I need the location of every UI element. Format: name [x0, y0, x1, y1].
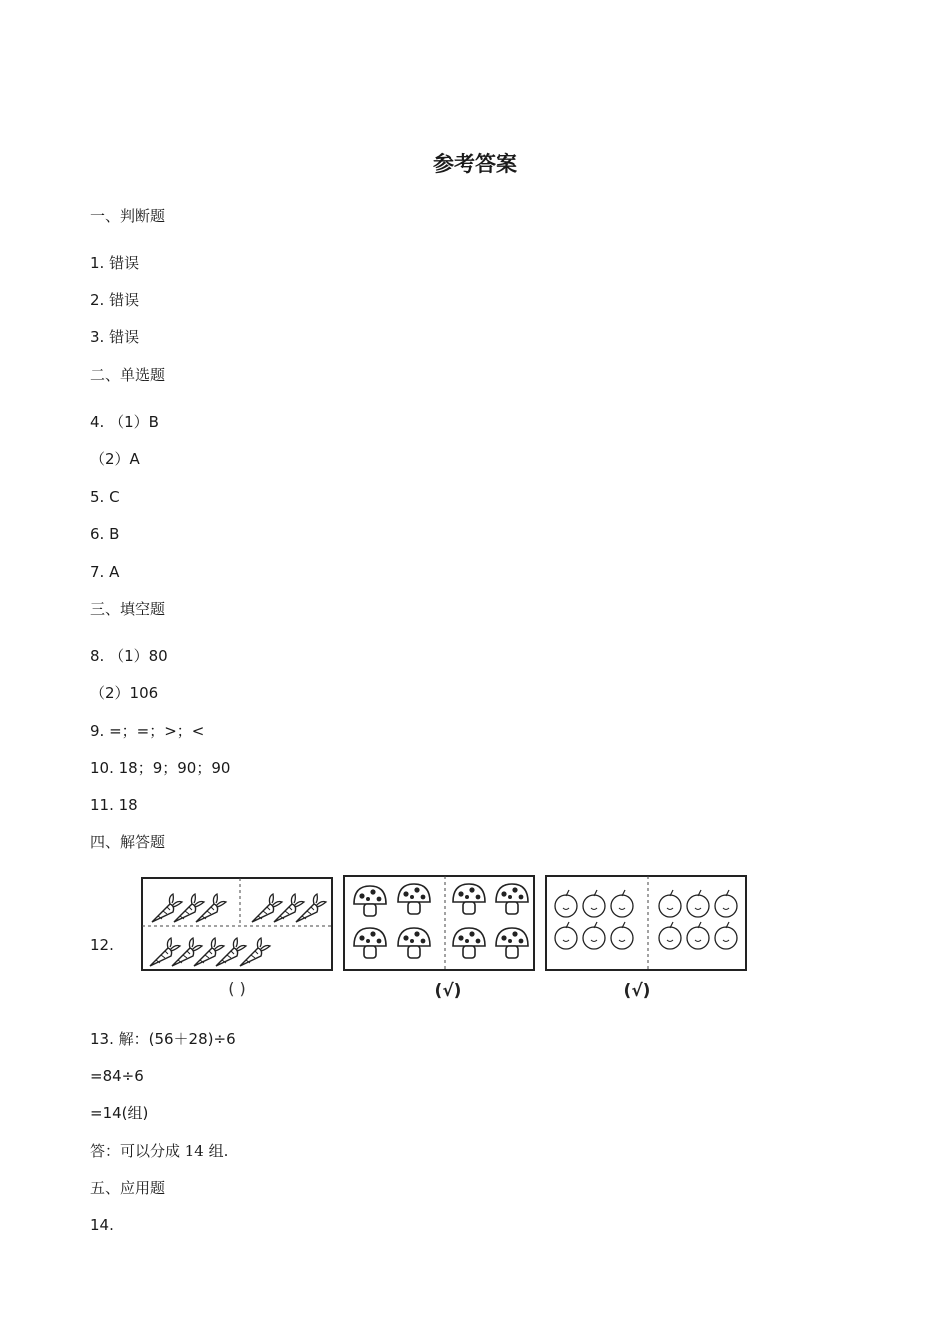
answer-1: 1. 错误 — [90, 254, 140, 272]
answer-6: 6. B — [90, 525, 120, 543]
page-title: 参考答案 — [433, 151, 517, 176]
section-heading-solve: 四、解答题 — [90, 833, 166, 851]
answer-13-conclusion: 答：可以分成 14 组. — [90, 1142, 229, 1160]
answer-3: 3. 错误 — [90, 328, 140, 346]
box-2-answer-mark: (√) — [434, 981, 462, 1001]
answer-13-step-3: =14(组) — [90, 1104, 149, 1122]
section-heading-fill-blank: 三、填空题 — [90, 600, 166, 618]
box-3-answer-mark: (√) — [623, 981, 651, 1001]
answer-11: 11. 18 — [90, 796, 138, 814]
answer-10: 10. 18；9；90；90 — [90, 759, 231, 777]
answer-4-part-2: （2）A — [90, 450, 140, 468]
answer-14: 14. — [90, 1216, 114, 1234]
carrot-box — [142, 878, 332, 970]
grouping-figure — [140, 872, 750, 1008]
answer-8-part-2: （2）106 — [90, 684, 159, 702]
apple-box — [546, 876, 746, 970]
answer-13: 13. 解：(56＋28)÷6 — [90, 1030, 236, 1048]
answer-13-step-2: =84÷6 — [90, 1067, 144, 1085]
section-heading-judgement: 一、判断题 — [90, 207, 166, 225]
answer-2: 2. 错误 — [90, 291, 140, 309]
answer-9: 9. =；=；>；< — [90, 722, 205, 740]
answer-8: 8. （1）80 — [90, 647, 168, 665]
box-1-answer-mark: ( ) — [228, 979, 246, 998]
answer-12: 12. — [90, 936, 114, 954]
section-heading-single-choice: 二、单选题 — [90, 366, 166, 384]
mushroom-box — [344, 876, 534, 970]
answer-5: 5. C — [90, 488, 120, 506]
answer-7: 7. A — [90, 563, 120, 581]
answer-4: 4. （1）B — [90, 413, 159, 431]
section-heading-application: 五、应用题 — [90, 1179, 166, 1197]
